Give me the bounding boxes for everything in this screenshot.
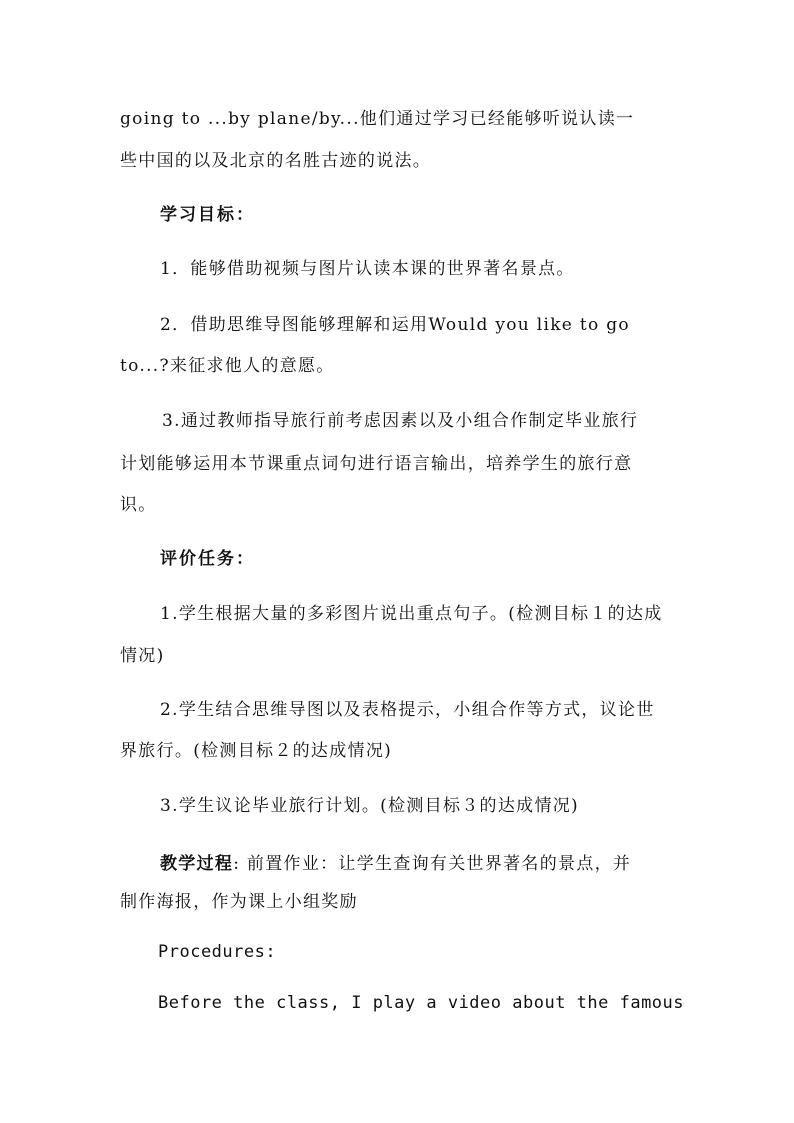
process-line-1 xyxy=(160,853,631,875)
evaluation-item-3: 3.学生议论毕业旅行计划。(检测目标３的达成情况) xyxy=(160,796,579,816)
process-label: 教学过程 xyxy=(160,854,234,874)
objective-item-3-line-1: 3.通过教师指导旅行前考虑因素以及小组合作制定毕业旅行 xyxy=(162,411,639,431)
objective-item-2-line-1: 2．借助思维导图能够理解和运用Would you like to go xyxy=(160,315,630,335)
evaluation-item-1-line-1: 1.学生根据大量的多彩图片说出重点句子。(检测目标１的达成 xyxy=(160,604,663,624)
objectives-heading: 学习目标： xyxy=(160,205,255,225)
evaluation-item-1-line-2: 情况) xyxy=(120,646,165,666)
objective-item-2-line-2: to...?来征求他人的意愿。 xyxy=(120,356,335,376)
intro-line-2: 些中国的以及北京的名胜古迹的说法。 xyxy=(120,151,432,171)
objective-item-3-line-2: 计划能够运用本节课重点词句进行语言输出，培养学生的旅行意 xyxy=(120,454,633,474)
objective-item-3-line-3: 识。 xyxy=(120,495,157,515)
procedures-line-1: Before the class, I play a video about the famous xyxy=(158,993,685,1013)
intro-line-1: going to ...by plane/by...他们通过学习已经能够听说认读一 xyxy=(120,109,635,129)
evaluation-item-2-line-1: 2.学生结合思维导图以及表格提示，小组合作等方式，议论世 xyxy=(160,700,655,720)
evaluation-heading: 评价任务： xyxy=(160,549,255,569)
process-line-2: 制作海报，作为课上小组奖励 xyxy=(120,892,358,912)
process-text: : 前置作业：让学生查询有关世界著名的景点，并 xyxy=(233,854,632,874)
evaluation-item-2-line-2: 界旅行。(检测目标２的达成情况) xyxy=(120,741,393,761)
objective-item-1: 1．能够借助视频与图片认读本课的世界著名景点。 xyxy=(160,259,575,279)
procedures-heading: Procedures: xyxy=(158,942,277,962)
